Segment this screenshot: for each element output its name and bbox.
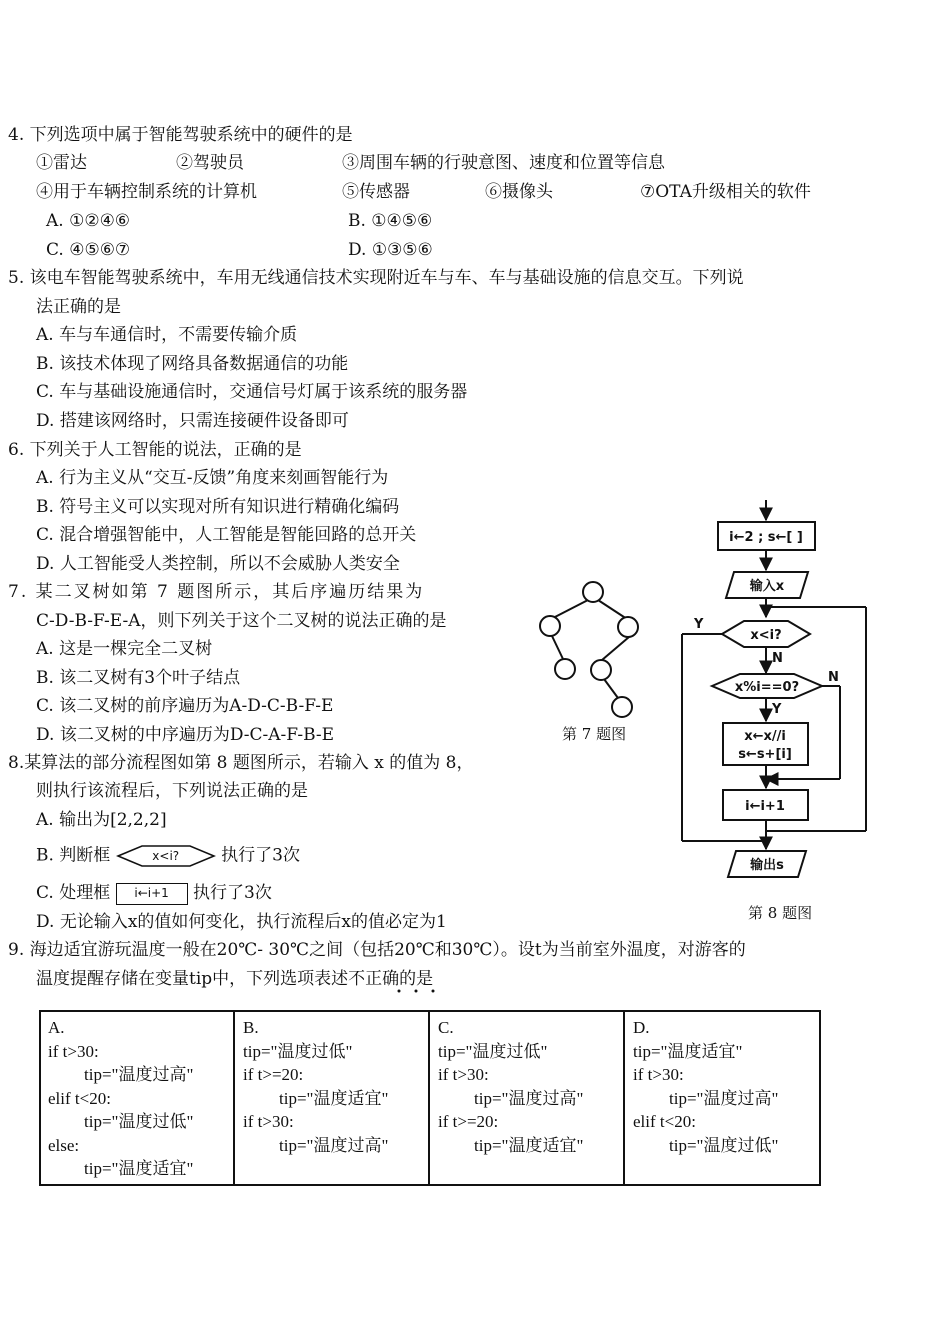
code-line: tip="温度适宜": [84, 1159, 194, 1178]
tree-node: [612, 697, 632, 717]
emphasis-dots: [395, 988, 445, 994]
tree-node: [583, 582, 603, 602]
q7-option-d: D. 该二叉树的中序遍历为D-C-A-F-B-E: [36, 725, 335, 745]
code-line: tip="温度过高": [84, 1065, 194, 1084]
code-line: tip="温度过高": [279, 1135, 389, 1155]
q8-option-c-prefix: C. 处理框: [36, 883, 111, 903]
flow-cond2-text: x%i==0?: [734, 680, 800, 695]
q9-cell-c: [432, 1012, 624, 1184]
code-line: tip="温度过高": [474, 1088, 584, 1108]
q4-option-b: B. ①④⑤⑥: [348, 211, 433, 231]
q7-stem: 7. 某二叉树如第 7 题图所示，其后序遍历结果为: [8, 582, 425, 602]
cell-label: B.: [243, 1018, 259, 1037]
q5-stem-cont: 法正确的是: [36, 297, 121, 317]
flow-no-label: N: [828, 670, 839, 685]
q4-item: ①雷达: [36, 153, 87, 173]
tree-edge: [552, 636, 563, 659]
flowchart-figure: [660, 495, 880, 890]
code-line: tip="温度适宜": [279, 1088, 389, 1108]
code-line: tip="温度过低": [669, 1135, 779, 1155]
q8-stem: 8.某算法的部分流程图如第 8 题图所示，若输入 x 的值为 8，: [8, 753, 474, 773]
code-line: elif t<20:: [48, 1088, 111, 1108]
decision-diamond-inline: [116, 844, 216, 868]
code-line: tip="温度过高": [669, 1088, 779, 1108]
tree-edge: [604, 679, 618, 698]
q4-item: ⑤传感器: [342, 182, 410, 202]
tree-edge: [553, 600, 588, 618]
flow-proc1-line1: x←x//i: [744, 729, 786, 744]
q5-option-c: C. 车与基础设施通信时，交通信号灯属于该系统的服务器: [36, 382, 468, 402]
flow-output-text: 输出s: [750, 858, 784, 873]
flow-proc2-text: i←i+1: [745, 799, 785, 814]
q5-option-a: A. 车与车通信时，不需要传输介质: [36, 325, 298, 345]
q4-item: ②驾驶员: [176, 153, 244, 173]
q8-option-c: [36, 882, 272, 905]
q8-option-d: D. 无论输入x的值如何变化，执行流程后x的值必定为1: [36, 912, 447, 932]
q4-option-c: C. ④⑤⑥⑦: [46, 240, 131, 260]
code-line: else:: [48, 1135, 80, 1155]
q8-figure-caption: 第 8 题图: [748, 904, 813, 922]
code-line: if t>30:: [438, 1065, 489, 1084]
q6-option-c: C. 混合增强智能中，人工智能是智能回路的总开关: [36, 525, 417, 545]
q7-option-b: B. 该二叉树有3个叶子结点: [36, 668, 241, 688]
q8-option-c-suffix: 执行了3次: [193, 883, 272, 903]
tree-node: [540, 616, 560, 636]
q4-option-a: A. ①②④⑥: [46, 211, 131, 231]
flow-input-text: 输入x: [749, 579, 785, 594]
q8-stem-cont: 则执行该流程后，下列说法正确的是: [36, 781, 308, 801]
code-line: tip="温度过低": [438, 1041, 548, 1061]
q9-cell-d: [627, 1012, 819, 1184]
code-line: tip="温度适宜": [633, 1041, 743, 1061]
q9-cell-b: [237, 1012, 429, 1184]
process-box-inline: i←i+1: [116, 883, 188, 905]
flow-cond1-text: x<i?: [750, 628, 782, 643]
flow-yes-label: Y: [772, 702, 782, 717]
q8-option-b-prefix: B. 判断框: [36, 845, 111, 866]
cell-label: D.: [633, 1018, 650, 1037]
q6-option-a: A. 行为主义从“交互-反馈”角度来刻画智能行为: [36, 468, 389, 488]
q6-stem: 6. 下列关于人工智能的说法，正确的是: [8, 440, 302, 460]
flow-no-label: N: [772, 651, 783, 666]
code-line: if t>=20:: [243, 1065, 304, 1084]
diamond-label: x<i?: [152, 849, 180, 863]
code-line: elif t<20:: [633, 1112, 696, 1131]
q4-item: ③周围车辆的行驶意图、速度和位置等信息: [342, 153, 665, 173]
code-line: if t>30:: [633, 1065, 684, 1084]
q4-item: ④用于车辆控制系统的计算机: [36, 182, 257, 202]
tree-node: [555, 659, 575, 679]
code-line: tip="温度过低": [84, 1112, 194, 1131]
code-line: tip="温度过低": [243, 1041, 353, 1061]
cell-label: A.: [48, 1018, 65, 1037]
q5-option-d: D. 搭建该网络时，只需连接硬件设备即可: [36, 411, 349, 431]
q8-option-a: A. 输出为[2,2,2]: [36, 810, 167, 830]
code-line: tip="温度适宜": [474, 1135, 584, 1155]
q4-item: ⑦OTA升级相关的软件: [640, 182, 811, 202]
tree-edge: [598, 600, 627, 619]
q7-figure-caption: 第 7 题图: [562, 725, 627, 743]
q6-option-b: B. 符号主义可以实现对所有知识进行精确化编码: [36, 497, 400, 517]
q8-option-b-suffix: 执行了3次: [221, 845, 300, 866]
q9-cell-a: [42, 1012, 234, 1184]
q4-item: ⑥摄像头: [485, 182, 553, 202]
q5-stem: 5. 该电车智能驾驶系统中，车用无线通信技术实现附近车与车、车与基础设施的信息交互。下列说: [8, 268, 744, 288]
q4-option-d: D. ①③⑤⑥: [348, 240, 433, 260]
q4-stem: 4. 下列选项中属于智能驾驶系统中的硬件的是: [8, 125, 353, 145]
q7-option-c: C. 该二叉树的前序遍历为A-D-C-B-F-E: [36, 696, 334, 716]
flow-init-text: i←2 ; s←[ ]: [729, 530, 803, 545]
q9-stem: 9. 海边适宜游玩温度一般在20℃- 30℃之间（包括20℃和30℃）。设t为当前室外温度，对游客的: [8, 940, 746, 960]
q7-option-a: A. 这是一棵完全二叉树: [36, 639, 213, 659]
q5-option-b: B. 该技术体现了网络具备数据通信的功能: [36, 354, 349, 374]
code-line: if t>30:: [243, 1112, 294, 1131]
tree-edge: [602, 637, 629, 660]
cell-label: C.: [438, 1018, 454, 1037]
flow-proc1-line2: s←s+[i]: [738, 747, 792, 762]
tree-node: [618, 617, 638, 637]
tree-node: [591, 660, 611, 680]
code-line: if t>=20:: [438, 1112, 499, 1131]
q8-option-b: [36, 844, 300, 868]
binary-tree-figure: [530, 580, 650, 720]
q9-stem-cont: 温度提醒存储在变量tip中，下列选项表述不正确的是: [36, 969, 434, 989]
flow-yes-label: Y: [694, 617, 704, 632]
q7-stem-cont: C-D-B-F-E-A，则下列关于这个二叉树的说法正确的是: [36, 611, 447, 631]
code-line: if t>30:: [48, 1041, 99, 1061]
q6-option-d: D. 人工智能受人类控制，所以不会威胁人类安全: [36, 554, 400, 574]
